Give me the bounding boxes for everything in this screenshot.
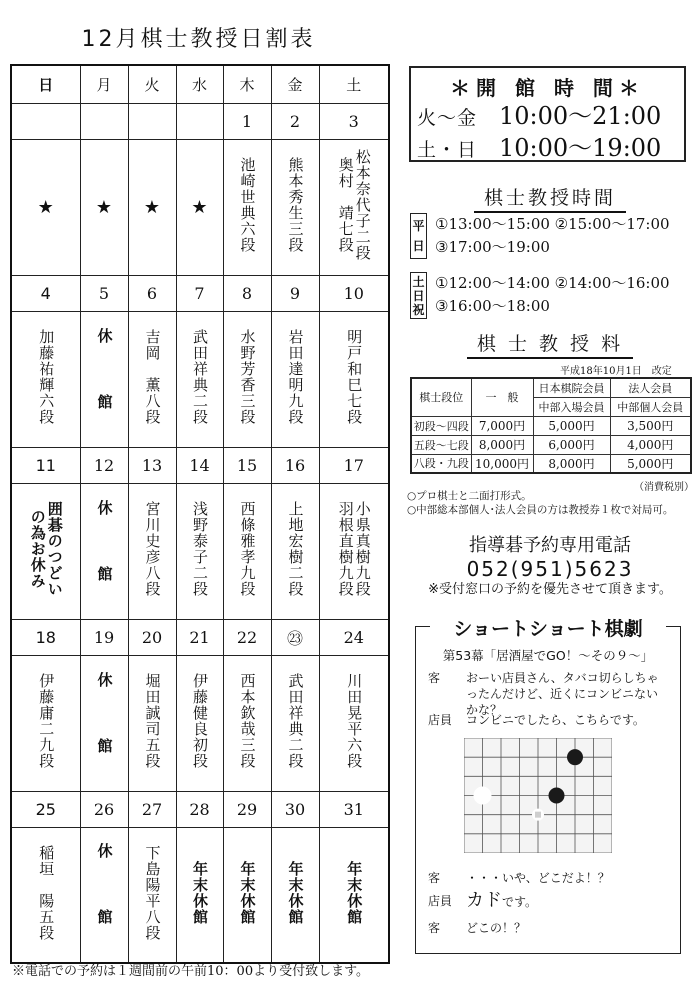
- weekday-fri: 金: [271, 65, 319, 103]
- fee-table: [410, 377, 692, 474]
- header-col3-bottom: 中部入場会員: [533, 397, 610, 416]
- date-cell: 4: [11, 275, 80, 311]
- schedule-cell: [176, 311, 223, 447]
- date-cell: 27: [128, 791, 176, 827]
- date-row: [11, 619, 389, 655]
- schedule-cell: [223, 483, 271, 619]
- schedule-cell: [271, 311, 319, 447]
- date-cell: [11, 103, 80, 139]
- weekday-mon: 月: [80, 65, 128, 103]
- date-cell: 2: [271, 103, 319, 139]
- phone-reservation-footnote: ※電話での予約は１週間前の午前10：00より受付致します。: [12, 964, 370, 979]
- date-cell: 6: [128, 275, 176, 311]
- event-note-line: 囲碁のつどい: [45, 501, 64, 597]
- schedule-cell: [319, 827, 389, 963]
- fees-title-text: 棋 士 教 授 料: [467, 333, 633, 359]
- fee-general: 8,000円: [471, 435, 533, 454]
- date-cell: 1: [223, 103, 271, 139]
- schedule-cell: [128, 311, 176, 447]
- schedule-cell: [176, 655, 223, 791]
- date-cell: 14: [176, 447, 223, 483]
- instructor-name: 水野芳香三段: [238, 329, 257, 425]
- fee-corporate: 3,500円: [610, 416, 691, 435]
- schedule-cell: [319, 483, 389, 619]
- instructor-name: 西本欽哉三段: [238, 673, 257, 769]
- date-cell: 30: [271, 791, 319, 827]
- white-stone: [474, 787, 492, 805]
- date-cell: 18: [11, 619, 80, 655]
- date-cell: 5: [80, 275, 128, 311]
- dialog-line: [428, 870, 610, 886]
- header-rank: 棋士段位: [411, 378, 471, 416]
- instructor-name: 上地宏樹二段: [286, 501, 305, 597]
- instructor-name: 堀田誠司五段: [143, 673, 162, 769]
- year-end-closed-label: 年末休館: [286, 860, 305, 925]
- instructor-name: 武田祥典二段: [191, 329, 209, 425]
- dialog-text-emphasis: カド: [466, 890, 502, 911]
- date-cell: 15: [223, 447, 271, 483]
- schedule-cell: [11, 655, 80, 791]
- dialog-speaker: 客: [428, 921, 441, 935]
- fee-corporate: 4,000円: [610, 435, 691, 454]
- tag-char: 平: [412, 219, 425, 233]
- fee-member: 5,000円: [533, 416, 610, 435]
- instructor-name: 奥村 靖七段: [336, 157, 355, 253]
- lesson-hours-weekday: [410, 213, 670, 259]
- header-general: 一 般: [471, 378, 533, 416]
- instructor-name: 西條雅孝九段: [238, 501, 257, 597]
- time-slots-line: ③16:00～18:00: [435, 297, 550, 315]
- schedule-cell: [319, 655, 389, 791]
- schedule-row: [11, 655, 389, 791]
- schedule-cell: [271, 655, 319, 791]
- hours-days: 火～金: [417, 107, 478, 129]
- schedule-row: [11, 483, 389, 619]
- event-note: [29, 501, 63, 597]
- date-row: [11, 791, 389, 827]
- schedule-row: [11, 311, 389, 447]
- opening-hours-title: ＊開 館 時 間＊: [450, 76, 645, 100]
- dialog-text: です。: [502, 895, 538, 909]
- instructor-name: 宮川史彦八段: [143, 501, 162, 597]
- instructor-name: 吉岡 薫八段: [143, 329, 162, 425]
- instructor-name: 川田晃平六段: [345, 673, 364, 769]
- date-cell: 16: [271, 447, 319, 483]
- date-cell: 20: [128, 619, 176, 655]
- instructor-names: [337, 149, 371, 261]
- dialog-line: [428, 890, 538, 911]
- hours-time: 10:00～21:00: [499, 102, 662, 130]
- schedule-cell: [319, 139, 389, 275]
- lesson-hours-title-text: 棋士教授時間: [474, 187, 626, 213]
- dialog-text: コンビニでしたら、こちらです。: [466, 713, 645, 727]
- date-row: [11, 447, 389, 483]
- schedule-cell: [176, 827, 223, 963]
- fee-row: [411, 435, 691, 454]
- reservation-note: ※受付窓口の予約を優先させて頂きます。: [428, 582, 672, 597]
- opening-hours-row: [417, 101, 678, 133]
- closed-label: 休 館: [95, 671, 114, 771]
- fees-title: [400, 329, 700, 356]
- reservation-title: 指導碁予約専用電話: [469, 535, 631, 556]
- dialog-text: どこの！？: [466, 921, 527, 935]
- fee-header-row: [411, 378, 691, 397]
- opening-hours-row: [417, 133, 678, 165]
- schedule-cell: [11, 827, 80, 963]
- dialog-text: おーい店員さん、タバコ切らしちゃったんだけど、近くにコンビニないかな？: [466, 671, 659, 717]
- fee-member: 6,000円: [533, 435, 610, 454]
- date-cell: 9: [271, 275, 319, 311]
- black-stone: [567, 749, 583, 765]
- hours-time: 10:00～19:00: [499, 134, 662, 162]
- instructor-name: 伊藤庸二九段: [37, 673, 56, 769]
- schedule-cell: [271, 139, 319, 275]
- lesson-hours-holiday: [410, 272, 670, 319]
- date-cell: 21: [176, 619, 223, 655]
- instructor-name: 池崎世典六段: [238, 157, 257, 253]
- date-cell: 22: [223, 619, 271, 655]
- dialog-line: [428, 712, 645, 728]
- time-slots-line: ①12:00～14:00 ②14:00～16:00: [435, 274, 670, 292]
- schedule-cell: [223, 139, 271, 275]
- date-cell: 13: [128, 447, 176, 483]
- instructor-name: 熊本秀生三段: [286, 157, 305, 253]
- year-end-closed-label: 年末休館: [238, 860, 257, 925]
- fee-general: 7,000円: [471, 416, 533, 435]
- date-cell: 28: [176, 791, 223, 827]
- schedule-cell: [128, 655, 176, 791]
- reservation-phone-number[interactable]: 052(951)5623: [466, 557, 634, 581]
- dialog-line: [428, 920, 526, 936]
- fee-member: 8,000円: [533, 454, 610, 473]
- tag-char: 日: [412, 239, 425, 253]
- schedule-cell: [176, 139, 223, 275]
- go-board-diagram: [464, 738, 612, 853]
- dialog-text: ・・・いや、どこだよ！？: [466, 871, 610, 885]
- schedule-cell: [176, 483, 223, 619]
- date-cell: [128, 103, 176, 139]
- dialog-line: [428, 670, 678, 718]
- tag-char: 祝: [412, 302, 425, 317]
- fee-rank: 八段・九段: [411, 454, 471, 473]
- revision-date: 平成18年10月1日 改定: [560, 366, 672, 377]
- closed-label: 休 館: [95, 499, 114, 599]
- opening-hours-box: [409, 66, 686, 162]
- instructor-name: 羽根直樹九段: [336, 501, 355, 597]
- date-cell: 25: [11, 791, 80, 827]
- instructor-name: 伊藤健良初段: [191, 673, 209, 769]
- date-cell: 26: [80, 791, 128, 827]
- instructor-name: 岩田達明九段: [286, 329, 305, 425]
- fee-rank: 初段～四段: [411, 416, 471, 435]
- schedule-cell: [80, 311, 128, 447]
- star-icon: ★: [143, 196, 161, 218]
- dialog-speaker: 店員: [428, 894, 453, 908]
- dialog-speaker: 客: [428, 871, 441, 885]
- time-slots-line: ③17:00～19:00: [435, 238, 550, 256]
- star-icon: ★: [95, 196, 113, 218]
- star-icon: ★: [191, 196, 208, 218]
- fee-note: ○プロ棋士と二面打形式。: [407, 490, 532, 502]
- weekday-tue: 火: [128, 65, 176, 103]
- schedule-cell: [11, 139, 80, 275]
- schedule-cell: [319, 311, 389, 447]
- calendar-body: [11, 103, 389, 963]
- time-slots-line: ①13:00～15:00 ②15:00～17:00: [435, 215, 670, 233]
- star-icon: ★: [37, 196, 54, 218]
- date-cell: 17: [319, 447, 389, 483]
- fee-row: [411, 454, 691, 473]
- instructor-name: 加藤祐輝六段: [37, 329, 56, 425]
- event-note-line: の為お休み: [28, 509, 47, 589]
- schedule-row: [11, 139, 389, 275]
- instructor-name: 下島陽平八段: [143, 844, 162, 941]
- date-cell: ㉓: [271, 619, 319, 655]
- fee-notes: [407, 489, 673, 517]
- date-cell: 10: [319, 275, 389, 311]
- weekday-sun: 日: [11, 65, 80, 103]
- instructor-name: 明戸和巳七段: [345, 329, 364, 425]
- date-cell: 31: [319, 791, 389, 827]
- schedule-cell: [11, 483, 80, 619]
- header-col4-top: 法人会員: [610, 378, 691, 397]
- instructor-name: 浅野泰子二段: [191, 501, 209, 597]
- dialog-speaker: 店員: [428, 713, 453, 727]
- header-col3-top: 日本棋院会員: [533, 378, 610, 397]
- point-marker: [535, 812, 541, 818]
- instructor-names: [337, 501, 371, 597]
- weekday-wed: 水: [176, 65, 223, 103]
- date-cell: 12: [80, 447, 128, 483]
- weekday-tag: [410, 213, 427, 259]
- date-cell: 24: [319, 619, 389, 655]
- schedule-cell: [80, 139, 128, 275]
- schedule-cell: [128, 483, 176, 619]
- short-drama-episode: 第53幕「居酒屋でGO！～その９～」: [442, 648, 654, 663]
- date-cell: [176, 103, 223, 139]
- date-row: [11, 103, 389, 139]
- tag-char: 土: [412, 274, 425, 289]
- schedule-cell: [223, 311, 271, 447]
- dialog-speaker: 客: [428, 671, 441, 685]
- instructor-name: 武田祥典二段: [286, 673, 305, 769]
- lesson-hours-title: [400, 183, 700, 210]
- date-cell: 7: [176, 275, 223, 311]
- fee-row: [411, 416, 691, 435]
- black-stone: [549, 788, 565, 804]
- instructor-name: 小県真樹九段: [353, 501, 372, 597]
- tax-note: （消費税別）: [634, 482, 694, 493]
- year-end-closed-label: 年末休館: [191, 860, 209, 925]
- tag-char: 日: [412, 288, 425, 303]
- date-cell: 29: [223, 791, 271, 827]
- fee-corporate: 5,000円: [610, 454, 691, 473]
- instructor-name: 稲垣 陽五段: [37, 844, 56, 941]
- schedule-calendar: [10, 64, 390, 964]
- page-title: 12月棋士教授日割表: [81, 27, 316, 52]
- schedule-cell: [80, 827, 128, 963]
- weekday-header-row: [11, 65, 389, 103]
- year-end-closed-label: 年末休館: [345, 860, 364, 925]
- fee-rank: 五段～七段: [411, 435, 471, 454]
- holiday-tag: [410, 272, 427, 319]
- schedule-cell: [223, 827, 271, 963]
- weekday-sat: 土: [319, 65, 389, 103]
- weekday-thu: 木: [223, 65, 271, 103]
- date-cell: 19: [80, 619, 128, 655]
- schedule-cell: [80, 655, 128, 791]
- holiday-times: [435, 272, 670, 318]
- date-row: [11, 275, 389, 311]
- schedule-cell: [80, 483, 128, 619]
- schedule-cell: [223, 655, 271, 791]
- date-cell: [80, 103, 128, 139]
- schedule-row: [11, 827, 389, 963]
- weekday-times: [435, 213, 670, 259]
- hours-days: 土・日: [417, 139, 478, 161]
- schedule-cell: [128, 139, 176, 275]
- schedule-cell: [11, 311, 80, 447]
- date-cell: 11: [11, 447, 80, 483]
- schedule-cell: [128, 827, 176, 963]
- schedule-cell: [271, 827, 319, 963]
- closed-label: 休 館: [95, 327, 114, 427]
- closed-label: 休 館: [95, 843, 114, 943]
- short-drama-title: ショートショート棋劇: [430, 614, 666, 641]
- date-cell: 3: [319, 103, 389, 139]
- header-col4-bottom: 中部個人会員: [610, 397, 691, 416]
- fee-general: 10,000円: [471, 454, 533, 473]
- fee-note: ○中部総本部個人･法人会員の方は教授券１枚で対局可。: [407, 504, 674, 516]
- schedule-cell: [271, 483, 319, 619]
- instructor-name: 松本奈代子二段: [353, 149, 372, 261]
- reservation-block: [400, 535, 700, 598]
- date-cell: 8: [223, 275, 271, 311]
